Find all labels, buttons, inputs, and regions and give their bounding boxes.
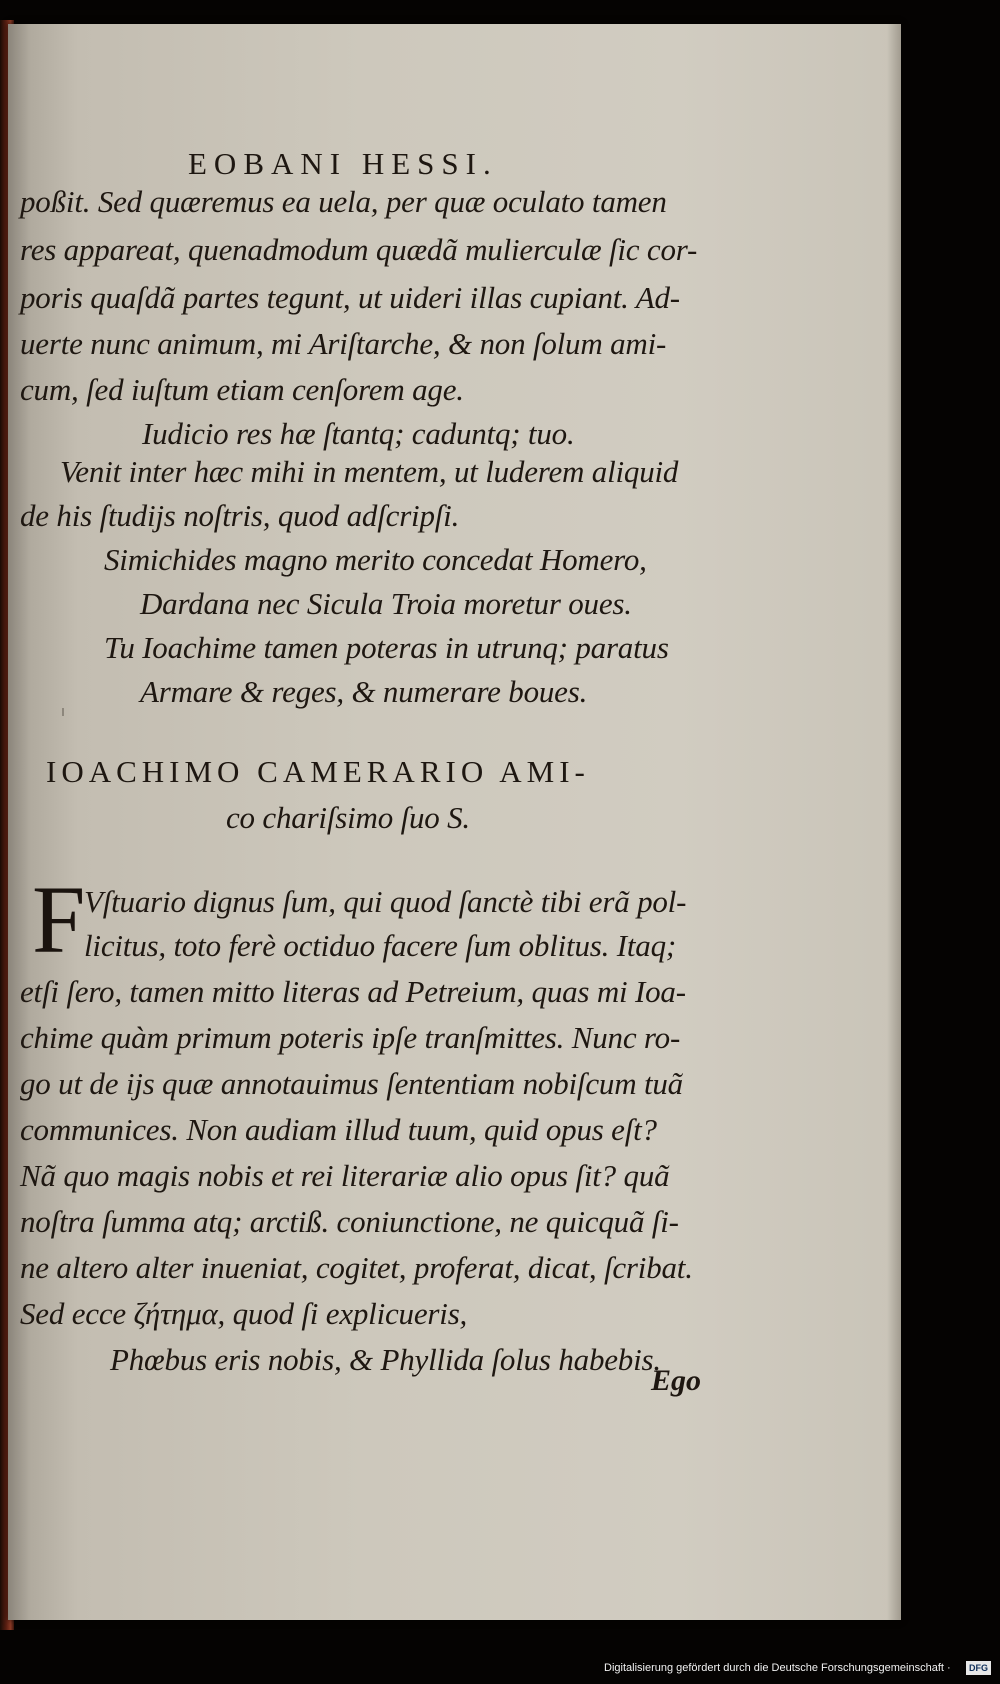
verse-line: Simichides magno merito concedat Homero, [104,542,647,577]
text-line: res appareat, quenadmodum quædã mulierculæ ſic cor- [20,232,698,267]
digitization-credit: Digitalisierung gefördert durch die Deutsche Forschungsgemeinschaft · [604,1662,951,1674]
book-page [8,24,901,1620]
letter-line: noſtra ſumma atq; arctiß. coniunctione, ne quicquã ſi- [20,1204,679,1239]
text-line: Venit inter hæc mihi in mentem, ut luderem aliquid [60,454,679,489]
letter-line: chime quàm primum poteris ipſe tranſmittes. Nunc ro- [20,1020,681,1055]
dfg-logo: DFG [966,1661,991,1675]
catchword: Ego [651,1364,702,1397]
verse-line: Iudicio res hæ ſtantq; caduntq; tuo. [142,416,575,451]
letter-line: Sed ecce ζήτημα, quod ſi explicueris, [20,1296,468,1331]
text-line: poßit. Sed quæremus ea uela, per quæ oculato tamen [20,184,667,219]
letter-line: Nã quo magis nobis et rei literariæ alio opus ſit? quã [20,1158,670,1193]
verse-line: Tu Ioachime tamen poteras in utrunq; paratus [104,630,669,665]
text-line: cum, ſed iuſtum etiam cenſorem age. [20,372,464,407]
section-heading: IOACHIMO CAMERARIO AMI- [46,754,590,789]
letter-line: go ut de ijs quæ annotauimus ſententiam nobiſcum tuã [20,1066,683,1101]
drop-cap-initial: F [32,866,86,973]
section-subheading: co chariſsimo ſuo S. [226,800,470,835]
verse-line: Armare & reges, & numerare boues. [140,674,588,709]
text-line: uerte nunc animum, mi Ariſtarche, & non ſolum ami- [20,326,667,361]
running-head: EOBANI HESSI. [188,146,498,181]
print-mark [62,708,64,716]
letter-line: ne altero alter inueniat, cogitet, proferat, dicat, ſcribat. [20,1250,693,1285]
text-line: poris quaſdã partes tegunt, ut uideri illas cupiant. Ad- [20,280,680,315]
letter-line: licitus, toto ferè octiduo facere ſum oblitus. Itaq; [84,928,676,963]
verse-line: Dardana nec Sicula Troia moretur oues. [140,586,632,621]
letter-line: communices. Non audiam illud tuum, quid opus eſt? [20,1112,657,1147]
letter-line: etſi ſero, tamen mitto literas ad Petreium, quas mi Ioa- [20,974,686,1009]
text-line: de his ſtudijs noſtris, quod adſcripſi. [20,498,460,533]
verse-line: Phœbus eris nobis, & Phyllida ſolus habebis. [110,1342,661,1377]
letter-line: Vſtuario dignus ſum, qui quod ſanctè tibi erã pol- [84,884,687,919]
